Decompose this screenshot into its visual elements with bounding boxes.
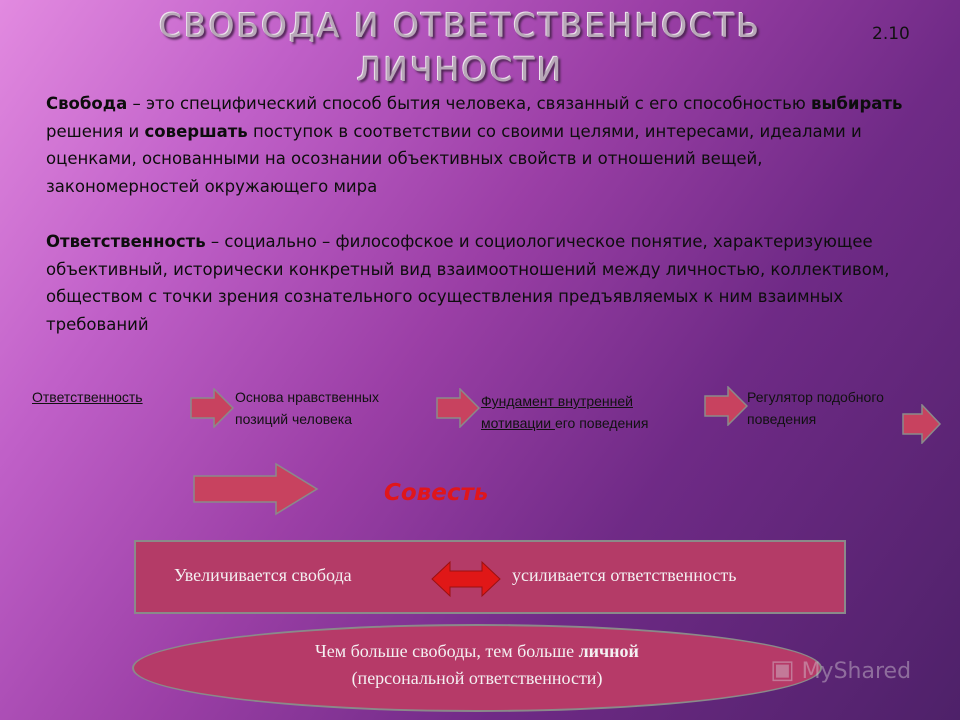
flow-step-2-motivation: мотивации <box>481 415 555 431</box>
conscience-label: Совесть <box>384 480 489 506</box>
conclusion-line-1: Чем больше свободы, тем больше <box>315 641 579 661</box>
flow-step-3-line-2: поведения <box>747 411 817 427</box>
flow-step-3-line-1: Регулятор подобного <box>747 389 884 405</box>
responsibility-increases: усиливается ответственность <box>512 565 737 585</box>
watermark <box>770 655 911 685</box>
flow-step-2-rest: его поведения <box>554 415 649 431</box>
double-arrow-icon <box>430 560 502 598</box>
title-line-2: ЛИЧНОСТИ <box>356 50 564 89</box>
responsibility-term: Ответственность <box>46 232 206 251</box>
freedom-choose: выбирать <box>811 94 903 113</box>
flow-arrow-4 <box>902 404 942 444</box>
flow-step-1 <box>235 386 379 430</box>
slide-number: 2.10 <box>872 24 910 44</box>
slide-title <box>0 4 920 92</box>
freedom-increases: Увеличивается свобода <box>174 565 352 585</box>
watermark-text: MyShared <box>801 659 912 684</box>
freedom-text-1: – это специфический способ бытия человека, связанный с его способностью <box>127 94 811 113</box>
flow-step-1-line-2: позиций человека <box>235 411 353 427</box>
conclusion-personal: личной <box>578 641 639 661</box>
freedom-term: Свобода <box>46 94 128 113</box>
flow-arrow-2 <box>436 388 480 428</box>
flow-arrow-1 <box>190 388 234 428</box>
presentation-icon: ▣ <box>770 655 795 685</box>
flow-arrow-3 <box>704 386 748 426</box>
flow-step-2-line-1: Фундамент внутренней <box>481 393 633 409</box>
title-line-1: СВОБОДА И ОТВЕТСТВЕННОСТЬ <box>158 6 762 45</box>
freedom-text-3: поступок в соответствии со своими целями, интересами, идеалами и оценками, основанными на осознании объективных свойств и отношений вещей, закономерностей окружающего мира <box>46 121 862 196</box>
freedom-text-2: решения и <box>46 121 145 141</box>
freedom-definition <box>46 90 906 200</box>
flow-start: Ответственность <box>32 389 143 405</box>
flow-step-1-line-1: Основа нравственных <box>235 389 379 405</box>
conscience-arrow <box>192 462 320 516</box>
responsibility-text: – социально – философское и социологическое понятие, характеризующее объективный, исторически конкретный вид взаимоотношений между личностью, коллективом, обществом с точки зрения сознательного осуществления предъявляемых к ним взаимных требований <box>46 232 890 334</box>
conclusion-line-2: (персональной ответственности) <box>351 668 603 688</box>
conclusion-text <box>132 638 822 692</box>
freedom-act: совершать <box>144 121 248 141</box>
responsibility-definition <box>46 228 906 338</box>
flow-step-2 <box>481 390 648 434</box>
flow-step-3 <box>747 386 884 430</box>
